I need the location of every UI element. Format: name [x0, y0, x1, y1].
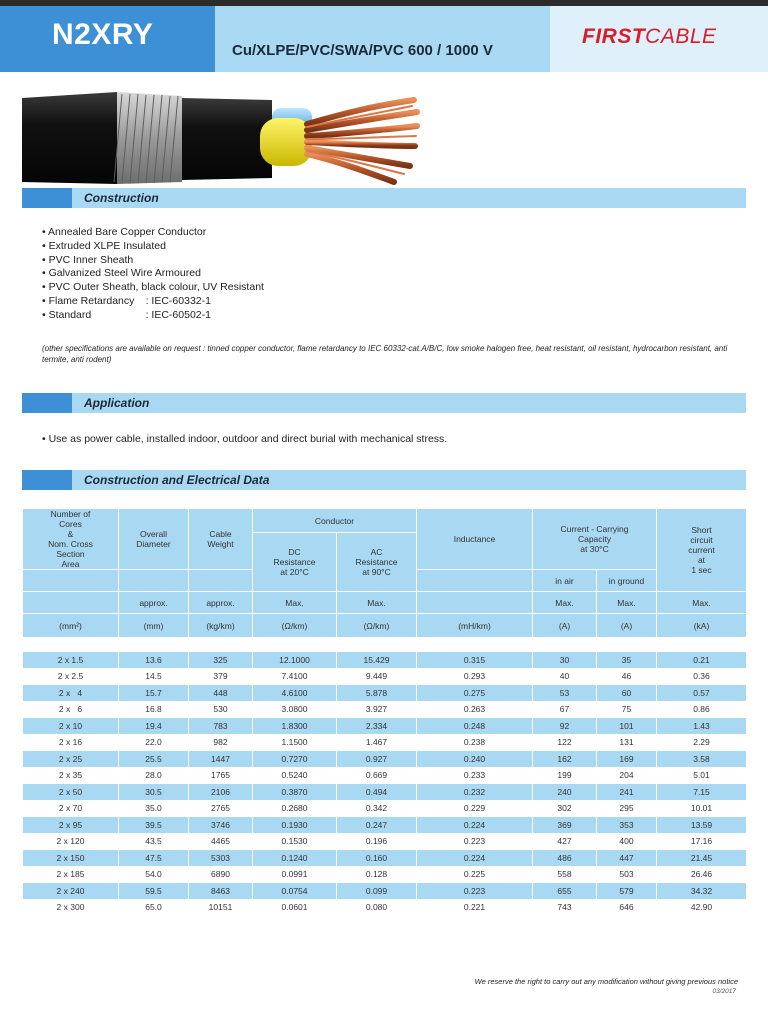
table-row	[23, 751, 747, 768]
table-cell: 530	[189, 701, 253, 718]
table-cell: 0.223	[417, 883, 533, 900]
header-spec-panel	[215, 6, 550, 72]
table-cell: 2 x 185	[23, 866, 119, 883]
table-cell: 0.3870	[253, 784, 337, 801]
table-cell: 0.1530	[253, 833, 337, 850]
table-cell: 30	[533, 652, 597, 669]
table-cell: 39.5	[119, 817, 189, 834]
table-cell: 0.315	[417, 652, 533, 669]
table-row	[23, 866, 747, 883]
table-cell: 92	[533, 718, 597, 735]
table-row	[23, 817, 747, 834]
table-cell: 0.160	[337, 850, 417, 867]
table-cell: 743	[533, 899, 597, 916]
table-cell: 0.196	[337, 833, 417, 850]
table-body	[23, 638, 747, 916]
section-bar-data	[22, 470, 746, 490]
table-cell: 2 x 4	[23, 685, 119, 702]
table-row	[23, 668, 747, 685]
table-cell: 6890	[189, 866, 253, 883]
table-cell: 169	[597, 751, 657, 768]
table-cell: 1.467	[337, 734, 417, 751]
header	[0, 6, 768, 72]
table-cell: 8463	[189, 883, 253, 900]
table-cell: 0.263	[417, 701, 533, 718]
table-cell: 13.6	[119, 652, 189, 669]
table-cell: 10.01	[657, 800, 747, 817]
table-cell: 447	[597, 850, 657, 867]
table-cell: 0.57	[657, 685, 747, 702]
table-cell: 25.5	[119, 751, 189, 768]
table-row	[23, 784, 747, 801]
table-cell: 4.6100	[253, 685, 337, 702]
table-cell: 12.1000	[253, 652, 337, 669]
table-cell: 2106	[189, 784, 253, 801]
table-row	[23, 701, 747, 718]
table-cell: 0.275	[417, 685, 533, 702]
table-cell: 2 x 10	[23, 718, 119, 735]
unit: (Ω/km)	[253, 614, 337, 638]
unit: (mm²)	[23, 614, 119, 638]
table-cell: 0.7270	[253, 751, 337, 768]
table-row	[23, 899, 747, 916]
table-cell: 22.0	[119, 734, 189, 751]
table-row	[23, 652, 747, 669]
table-cell: 0.494	[337, 784, 417, 801]
table-cell: 65.0	[119, 899, 189, 916]
table-cell: 67	[533, 701, 597, 718]
table-cell: 204	[597, 767, 657, 784]
header-cores: Number of Cores & Nom. Cross Section Area	[23, 509, 119, 570]
header-inductance: Inductance	[417, 509, 533, 570]
table-row	[23, 833, 747, 850]
table-cell: 2 x 300	[23, 899, 119, 916]
qualifier: Max.	[533, 592, 597, 614]
table-cell: 17.16	[657, 833, 747, 850]
header-dc-resistance: DC Resistance at 20°C	[253, 533, 337, 592]
document-date: 03/2017	[712, 988, 736, 995]
table-cell: 0.247	[337, 817, 417, 834]
table-cell: 9.449	[337, 668, 417, 685]
qualifier: approx.	[189, 592, 253, 614]
table-cell: 14.5	[119, 668, 189, 685]
table-cell: 30.5	[119, 784, 189, 801]
table-cell: 7.4100	[253, 668, 337, 685]
table-row	[23, 734, 747, 751]
table-cell: 3.0800	[253, 701, 337, 718]
table-cell: 302	[533, 800, 597, 817]
table-cell: 2 x 150	[23, 850, 119, 867]
table-cell: 379	[189, 668, 253, 685]
table-cell: 783	[189, 718, 253, 735]
table-cell: 7.15	[657, 784, 747, 801]
header-short-circuit: Short circuit current at 1 sec	[657, 509, 747, 592]
table-cell: 503	[597, 866, 657, 883]
section-title-construction: Construction	[84, 191, 159, 205]
table-cell: 122	[533, 734, 597, 751]
table-cell: 2 x 70	[23, 800, 119, 817]
spec-title: Cu/XLPE/PVC/SWA/PVC 600 / 1000 V	[232, 42, 493, 59]
list-item: • PVC Outer Sheath, black colour, UV Resistant	[42, 281, 264, 294]
header-current: Current - Carrying Capacity at 30°C	[533, 509, 657, 570]
table-cell: 0.293	[417, 668, 533, 685]
table-cell: 0.221	[417, 899, 533, 916]
table-cell: 46	[597, 668, 657, 685]
table-cell: 295	[597, 800, 657, 817]
table-cell: 0.128	[337, 866, 417, 883]
table-cell: 5303	[189, 850, 253, 867]
specification-note: (other specifications are available on request : tinned copper conductor, flame retardancy to IEC 60332-cat.A/B/C, low smoke halogen free, heat resistant, oil resistant, hydrocarbon resistant, anti termite, anti rodent)	[42, 344, 728, 364]
product-code: N2XRY	[52, 18, 154, 51]
table-cell: 19.4	[119, 718, 189, 735]
section-bar-application	[22, 393, 746, 413]
table-cell: 60	[597, 685, 657, 702]
unit: (mH/km)	[417, 614, 533, 638]
table-cell: 28.0	[119, 767, 189, 784]
table-cell: 2.334	[337, 718, 417, 735]
table-cell: 325	[189, 652, 253, 669]
table-cell: 0.927	[337, 751, 417, 768]
table-cell: 0.232	[417, 784, 533, 801]
table-cell: 655	[533, 883, 597, 900]
table-cell: 0.86	[657, 701, 747, 718]
unit: (Ω/km)	[337, 614, 417, 638]
header-ac-resistance: AC Resistance at 90°C	[337, 533, 417, 592]
table-cell: 2 x 6	[23, 701, 119, 718]
brand-logo-second: CABLE	[645, 25, 717, 48]
table-cell: 75	[597, 701, 657, 718]
table-cell: 0.2680	[253, 800, 337, 817]
unit: (A)	[597, 614, 657, 638]
table-cell: 43.5	[119, 833, 189, 850]
table-cell: 0.1240	[253, 850, 337, 867]
header-in-air: in air	[533, 570, 597, 592]
table-cell: 982	[189, 734, 253, 751]
table-cell: 0.238	[417, 734, 533, 751]
table-cell: 131	[597, 734, 657, 751]
table-cell: 15.429	[337, 652, 417, 669]
electrical-data-table	[22, 508, 747, 916]
table-cell: 241	[597, 784, 657, 801]
construction-list	[42, 226, 264, 323]
table-cell: 47.5	[119, 850, 189, 867]
table-cell: 0.669	[337, 767, 417, 784]
brand-logo	[582, 25, 717, 49]
section-title-data: Construction and Electrical Data	[84, 473, 270, 487]
qualifier: approx.	[119, 592, 189, 614]
table-row	[23, 685, 747, 702]
table-cell: 2 x 35	[23, 767, 119, 784]
section-title-application: Application	[84, 396, 150, 410]
table-row	[23, 800, 747, 817]
table-cell: 0.224	[417, 850, 533, 867]
table-cell: 0.233	[417, 767, 533, 784]
table-row	[23, 718, 747, 735]
table-cell: 15.7	[119, 685, 189, 702]
table-cell: 3746	[189, 817, 253, 834]
table-cell: 2 x 95	[23, 817, 119, 834]
table-cell: 0.0991	[253, 866, 337, 883]
table-cell: 10151	[189, 899, 253, 916]
table-cell: 35	[597, 652, 657, 669]
header-weight: Cable Weight	[189, 509, 253, 570]
table-cell: 4465	[189, 833, 253, 850]
unit: (A)	[533, 614, 597, 638]
table-cell: 3.927	[337, 701, 417, 718]
table-cell: 0.080	[337, 899, 417, 916]
unit: (kA)	[657, 614, 747, 638]
table-cell: 0.223	[417, 833, 533, 850]
table-cell: 0.36	[657, 668, 747, 685]
table-cell: 0.21	[657, 652, 747, 669]
list-item: • Flame Retardancy : IEC-60332-1	[42, 294, 211, 307]
application-text: • Use as power cable, installed indoor, outdoor and direct burial with mechanical stress.	[42, 433, 448, 445]
table-cell: 5.878	[337, 685, 417, 702]
table-cell: 558	[533, 866, 597, 883]
list-item: • Annealed Bare Copper Conductor	[42, 226, 207, 238]
table-cell: 13.59	[657, 817, 747, 834]
table-cell: 0.342	[337, 800, 417, 817]
brand-logo-first: FIRST	[582, 25, 646, 48]
table-cell: 34.32	[657, 883, 747, 900]
header-diameter: Overall Diameter	[119, 509, 189, 570]
table-cell: 2 x 1.5	[23, 652, 119, 669]
table-row	[23, 883, 747, 900]
table-cell: 2.29	[657, 734, 747, 751]
table-cell: 1.8300	[253, 718, 337, 735]
disclaimer: We reserve the right to carry out any modification without giving previous notice	[474, 977, 738, 986]
table-cell: 240	[533, 784, 597, 801]
list-item: • PVC Inner Sheath	[42, 253, 134, 266]
table-cell: 0.229	[417, 800, 533, 817]
table-cell: 579	[597, 883, 657, 900]
table-cell: 1.1500	[253, 734, 337, 751]
table-cell: 0.225	[417, 866, 533, 883]
table-cell: 646	[597, 899, 657, 916]
table-cell: 35.0	[119, 800, 189, 817]
table-row	[23, 767, 747, 784]
table-cell: 0.240	[417, 751, 533, 768]
table-row	[23, 850, 747, 867]
table-cell: 162	[533, 751, 597, 768]
table-cell: 353	[597, 817, 657, 834]
table-cell: 0.0754	[253, 883, 337, 900]
header-conductor: Conductor	[253, 509, 417, 533]
table-cell: 199	[533, 767, 597, 784]
table-cell: 16.8	[119, 701, 189, 718]
table-cell: 0.224	[417, 817, 533, 834]
list-item: • Galvanized Steel Wire Armoured	[42, 267, 201, 280]
table-cell: 1.43	[657, 718, 747, 735]
qualifier: Max.	[657, 592, 747, 614]
table-cell: 3.58	[657, 751, 747, 768]
table-cell: 26.46	[657, 866, 747, 883]
table-cell: 54.0	[119, 866, 189, 883]
table-cell: 5.01	[657, 767, 747, 784]
qualifier: Max.	[597, 592, 657, 614]
table-cell: 2765	[189, 800, 253, 817]
table-cell: 400	[597, 833, 657, 850]
table-cell: 1765	[189, 767, 253, 784]
table-cell: 2 x 50	[23, 784, 119, 801]
table-cell: 53	[533, 685, 597, 702]
unit: (kg/km)	[189, 614, 253, 638]
qualifier: Max.	[253, 592, 337, 614]
table-cell: 2 x 2.5	[23, 668, 119, 685]
table-cell: 2 x 16	[23, 734, 119, 751]
table-cell: 486	[533, 850, 597, 867]
table-cell: 369	[533, 817, 597, 834]
table-cell: 2 x 120	[23, 833, 119, 850]
table-cell: 2 x 25	[23, 751, 119, 768]
table-cell: 427	[533, 833, 597, 850]
header-in-ground: in ground	[597, 570, 657, 592]
unit: (mm)	[119, 614, 189, 638]
cable-image	[22, 86, 422, 198]
table-cell: 40	[533, 668, 597, 685]
table-cell: 21.45	[657, 850, 747, 867]
table-cell: 448	[189, 685, 253, 702]
qualifier: Max.	[337, 592, 417, 614]
table-cell: 2 x 240	[23, 883, 119, 900]
section-bar-construction	[22, 188, 746, 208]
list-item: • Extruded XLPE Insulated	[42, 239, 166, 252]
table-cell: 101	[597, 718, 657, 735]
table-cell: 0.099	[337, 883, 417, 900]
list-item: • Standard : IEC-60502-1	[42, 308, 211, 321]
table-cell: 0.248	[417, 718, 533, 735]
table-cell: 0.0601	[253, 899, 337, 916]
table-cell: 1447	[189, 751, 253, 768]
table-cell: 42.90	[657, 899, 747, 916]
table-cell: 0.5240	[253, 767, 337, 784]
table-cell: 0.1930	[253, 817, 337, 834]
table-cell: 59.5	[119, 883, 189, 900]
